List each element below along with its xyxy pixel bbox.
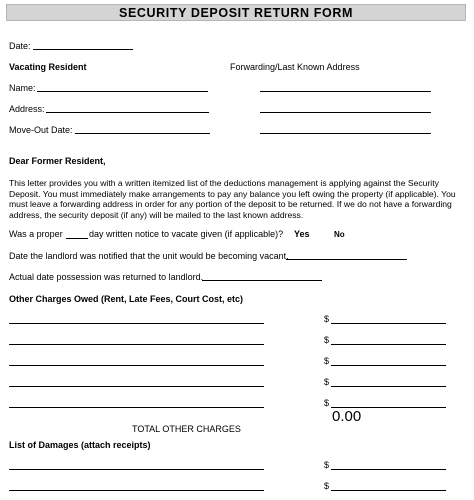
- address-field[interactable]: [46, 112, 209, 113]
- charge-description-field[interactable]: [9, 344, 264, 345]
- form-title: SECURITY DEPOSIT RETURN FORM: [6, 4, 466, 21]
- charge-description-field[interactable]: [9, 365, 264, 366]
- charge-description-field[interactable]: [9, 407, 264, 408]
- dollar-sign: $: [324, 398, 330, 408]
- dollar-sign: $: [324, 356, 330, 366]
- total-other-charges-label: TOTAL OTHER CHARGES: [132, 424, 241, 434]
- forwarding-address-header: Forwarding/Last Known Address: [230, 62, 360, 72]
- forwarding-line-3[interactable]: [260, 133, 431, 134]
- possession-date-label: Actual date possession was returned to landlord.: [9, 272, 204, 282]
- moveout-date-label: Move-Out Date:: [9, 125, 73, 135]
- vacating-resident-header: Vacating Resident: [9, 62, 87, 72]
- charge-amount-field[interactable]: [331, 365, 446, 366]
- name-field[interactable]: [37, 91, 208, 92]
- dollar-sign: $: [324, 481, 330, 491]
- date-field[interactable]: [33, 49, 133, 50]
- address-label: Address:: [9, 104, 45, 114]
- forwarding-line-2[interactable]: [260, 112, 431, 113]
- letter-body: This letter provides you with a written itemized list of the deductions management is applying against the Security Deposit. You must immediately make arrangements to pay any balance you left owing the property (if applicable). You must leave a forwarding address in order for any portion of the deposit to be returned. If we do not have a forwarding address, the security deposit (if any) will be mailed to the last known address.: [9, 178, 456, 220]
- damage-description-field[interactable]: [9, 490, 264, 491]
- charge-description-field[interactable]: [9, 386, 264, 387]
- salutation: Dear Former Resident,: [9, 156, 106, 166]
- charge-description-field[interactable]: [9, 323, 264, 324]
- damage-amount-field[interactable]: [331, 490, 446, 491]
- notice-suffix: day written notice to vacate given (if applicable)?: [89, 229, 284, 239]
- vacant-notice-field[interactable]: [286, 259, 407, 260]
- dollar-sign: $: [324, 314, 330, 324]
- dollar-sign: $: [324, 335, 330, 345]
- notice-days-field[interactable]: [66, 238, 88, 239]
- dollar-sign: $: [324, 377, 330, 387]
- date-label: Date:: [9, 41, 31, 51]
- damage-description-field[interactable]: [9, 469, 264, 470]
- yes-option[interactable]: Yes: [294, 229, 310, 239]
- moveout-date-field[interactable]: [75, 133, 210, 134]
- name-label: Name:: [9, 83, 36, 93]
- charge-amount-field[interactable]: [331, 344, 446, 345]
- damages-header: List of Damages (attach receipts): [9, 440, 151, 450]
- total-other-charges-value: 0.00: [332, 408, 362, 425]
- charge-amount-field[interactable]: [331, 323, 446, 324]
- vacant-notice-label: Date the landlord was notified that the unit would be becoming vacant.: [9, 251, 289, 261]
- charge-amount-field[interactable]: [331, 386, 446, 387]
- damage-amount-field[interactable]: [331, 469, 446, 470]
- other-charges-header: Other Charges Owed (Rent, Late Fees, Court Cost, etc): [9, 294, 244, 304]
- no-option[interactable]: No: [334, 230, 345, 239]
- possession-date-field[interactable]: [202, 280, 322, 281]
- dollar-sign: $: [324, 460, 330, 470]
- forwarding-line-1[interactable]: [260, 91, 431, 92]
- notice-prefix: Was a proper: [9, 229, 63, 239]
